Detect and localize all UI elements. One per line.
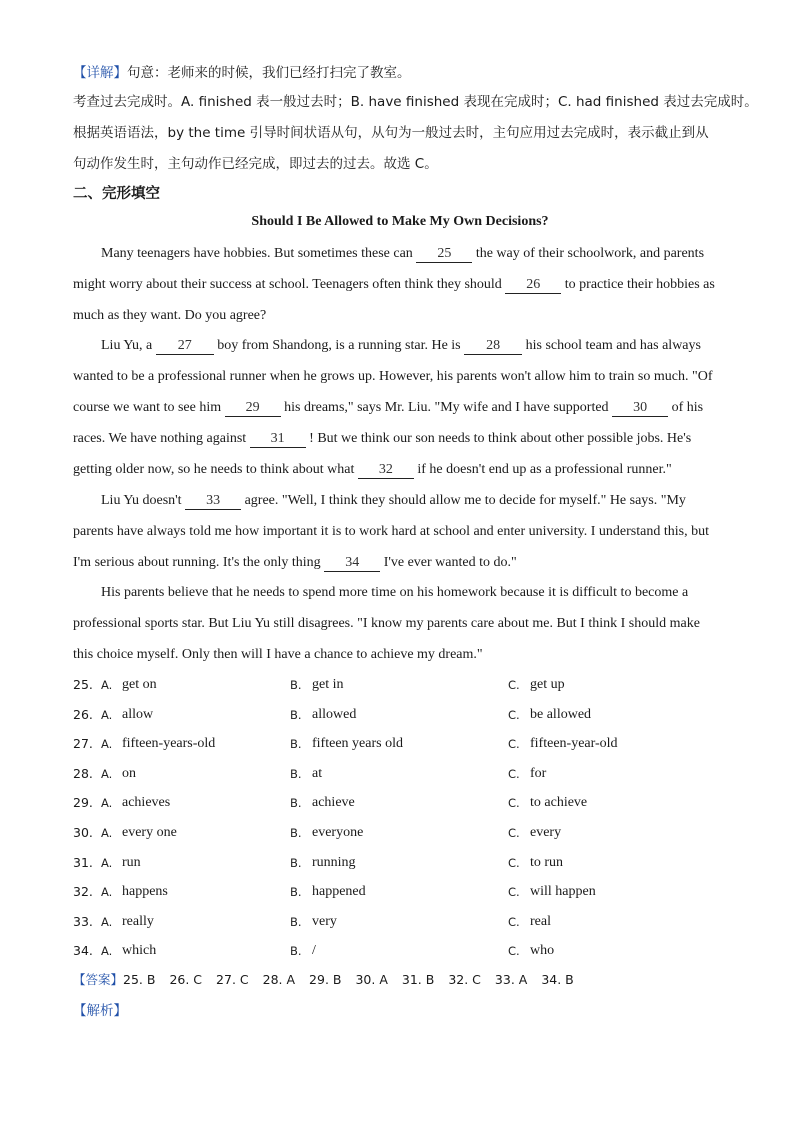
blank-31: 31 [250, 431, 306, 448]
option-c: to achieve [530, 795, 588, 811]
question-row [73, 853, 773, 873]
option-letter-c: C. [508, 885, 520, 900]
answer-item: 33. A [494, 972, 528, 987]
option-letter-c: C. [508, 707, 520, 722]
option-letter-a: A. [101, 707, 113, 722]
passage-line: His parents believe that he needs to spend more time on his homework because it is difficult to become a [101, 585, 689, 600]
passage-title: Should I Be Allowed to Make My Own Decisions? [251, 214, 549, 229]
section-heading: 二、完形填空 [73, 186, 160, 202]
answer-item: 34. B [541, 972, 574, 987]
question-row [73, 912, 773, 932]
option-a: happens [122, 884, 168, 900]
option-letter-a: A. [101, 826, 113, 840]
option-letter-a: A. [101, 944, 113, 959]
question-row [73, 882, 773, 902]
option-c: will happen [530, 884, 596, 900]
option-letter-a: A. [101, 796, 113, 811]
option-letter-c: C. [508, 796, 520, 811]
detail-line-3: 根据英语语法，by the time 引导时间状语从句，从句为一般过去时，主句应用过去完成时，表示截止到从 [73, 125, 709, 141]
question-row [73, 793, 773, 813]
option-letter-c: C. [508, 737, 520, 752]
option-b: happened [312, 884, 366, 900]
answer-item: 31. B [401, 972, 435, 987]
blank-29: 29 [225, 400, 281, 417]
answer-item: 26. C [169, 972, 203, 987]
option-b: very [312, 913, 337, 929]
answer-item: 29. B [309, 972, 342, 987]
question-row [73, 675, 773, 695]
option-letter-c: C. [508, 914, 520, 929]
passage-line: wanted to be a professional runner when he grows up. However, his parents won't allow him to train so much. "Of [73, 369, 713, 384]
question-row [73, 764, 773, 784]
option-c: get up [530, 677, 565, 692]
option-b: allowed [312, 706, 357, 722]
blank-30: 30 [612, 400, 668, 417]
option-a: which [122, 943, 157, 959]
passage-line: I'm serious about running. It's the only thing 34 I've ever wanted to do." [73, 555, 517, 570]
answer-item: 32. C [448, 972, 481, 987]
blank-33: 33 [185, 493, 241, 510]
passage-line: Many teenagers have hobbies. But sometimes these can 25 the way of their schoolwork, and parents [101, 246, 705, 261]
passage-line: course we want to see him 29 his dreams," says Mr. Liu. "My wife and I have supported 30 of his [73, 400, 704, 415]
option-letter-b: B. [290, 944, 302, 959]
option-b: everyone [312, 825, 364, 840]
answer-item: 28. A [262, 972, 296, 987]
option-letter-a: A. [101, 855, 113, 870]
option-letter-b: B. [290, 678, 302, 692]
option-c: be allowed [530, 706, 592, 722]
option-letter-c: C. [508, 826, 520, 840]
passage-line: Liu Yu doesn't 33 agree. "Well, I think they should allow me to decide for myself." He says. "My [101, 493, 686, 508]
passage-line: much as they want. Do you agree? [73, 308, 267, 323]
answer-items [123, 972, 588, 987]
question-row [73, 941, 773, 961]
option-letter-c: C. [508, 678, 520, 692]
option-b: fifteen years old [312, 736, 403, 752]
blank-34: 34 [324, 555, 380, 572]
option-letter-b: B. [290, 707, 302, 722]
question-number: 30. [73, 825, 93, 840]
option-letter-a: A. [101, 914, 113, 929]
option-a: fifteen-years-old [122, 736, 216, 752]
option-c: real [530, 913, 551, 929]
question-number: 29. [73, 795, 93, 811]
option-letter-c: C. [508, 855, 520, 870]
question-number: 33. [73, 913, 93, 929]
analysis-heading: 【解析】 [73, 1003, 127, 1019]
answer-item: 27. C [216, 972, 249, 987]
option-a: run [122, 854, 141, 870]
blank-32: 32 [358, 462, 414, 479]
option-a: really [122, 913, 154, 929]
answer-tag: 【答案】 [73, 972, 124, 987]
answer-key [73, 970, 588, 990]
option-letter-b: B. [290, 855, 302, 870]
blank-28: 28 [464, 338, 522, 355]
option-a: on [122, 765, 136, 781]
passage-line: races. We have nothing against 31 ! But we think our son needs to think about other possible jobs. He's [73, 431, 692, 446]
option-b: / [312, 943, 316, 959]
answer-item: 25. B [123, 972, 156, 987]
passage-line: might worry about their success at school. Teenagers often think they should 26 to practice their hobbies as [73, 277, 715, 292]
option-letter-b: B. [290, 914, 302, 929]
option-b: achieve [312, 795, 355, 811]
option-c: who [530, 943, 555, 959]
option-a: allow [122, 706, 154, 722]
passage-line: getting older now, so he needs to think about what 32 if he doesn't end up as a professional runner." [73, 462, 672, 477]
detail-line-1: 【详解】句意：老师来的时候，我们已经打扫完了教室。 [73, 65, 411, 81]
question-number: 34. [73, 943, 93, 959]
question-row [73, 734, 773, 754]
option-a: every one [122, 825, 177, 840]
option-c: to run [530, 854, 564, 870]
question-number: 28. [73, 765, 93, 781]
option-a: get on [122, 677, 157, 692]
option-c: every [530, 825, 562, 840]
question-number: 26. [73, 706, 93, 722]
detail-line-2: 考查过去完成时。A. finished 表一般过去时；B. have finished 表现在完成时；C. had finished 表过去完成时。 [73, 94, 758, 110]
option-letter-c: C. [508, 766, 520, 781]
option-b: at [312, 765, 323, 781]
option-letter-b: B. [290, 796, 302, 811]
option-letter-a: A. [101, 678, 113, 692]
option-c: fifteen-year-old [530, 736, 618, 752]
question-number: 25. [73, 677, 93, 692]
answer-item: 30. A [355, 972, 388, 987]
option-letter-b: B. [290, 766, 302, 781]
option-letter-a: A. [101, 885, 113, 900]
question-number: 31. [73, 854, 93, 870]
passage-line: professional sports star. But Liu Yu still disagrees. "I know my parents care about me. But I think I should make [73, 616, 700, 631]
question-row [73, 705, 773, 725]
option-letter-b: B. [290, 826, 302, 840]
option-letter-c: C. [508, 944, 520, 959]
option-letter-a: A. [101, 737, 113, 752]
option-a: achieves [122, 795, 171, 811]
passage-line: this choice myself. Only then will I have a chance to achieve my dream." [73, 647, 483, 662]
option-letter-b: B. [290, 737, 302, 752]
blank-26: 26 [505, 277, 561, 294]
blank-25: 25 [416, 246, 472, 263]
option-c: for [530, 765, 547, 781]
detail-line-4: 句动作发生时，主句动作已经完成，即过去的过去。故选 C。 [73, 156, 438, 172]
option-b: running [312, 854, 356, 870]
passage-line: parents have always told me how important it is to work hard at school and enter university. I understand this, but [73, 524, 709, 539]
blank-27: 27 [156, 338, 214, 355]
passage-line: Liu Yu, a 27 boy from Shandong, is a running star. He is 28 his school team and has always [101, 338, 701, 353]
question-row [73, 823, 773, 843]
option-letter-b: B. [290, 885, 302, 900]
detail-tag: 【详解】 [73, 65, 127, 81]
question-number: 27. [73, 736, 93, 752]
option-b: get in [312, 677, 344, 692]
question-number: 32. [73, 884, 93, 900]
option-letter-a: A. [101, 766, 113, 781]
